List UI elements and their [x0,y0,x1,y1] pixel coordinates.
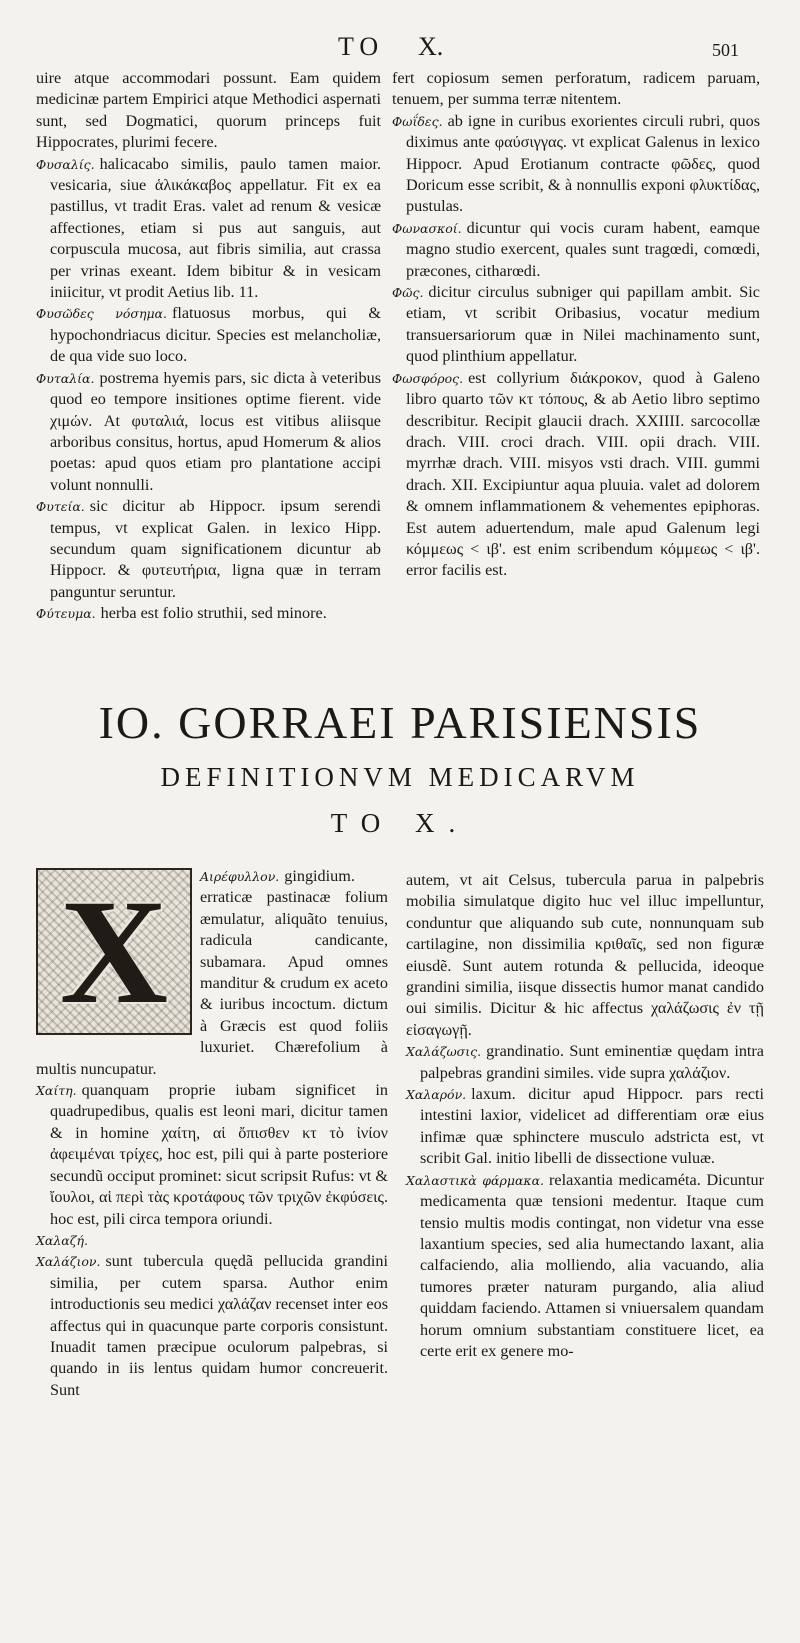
entry-physalis: Φυσαλίς. halicacabo similis, paulo tamen maior. vesicaria, siue ἁλικάκαβος appellatur. Fit ex ea pastillus, vt tradit Eras. valet ad renum & vesicæ affectiones, etiam si pus aut sanguis, aut corpuscula mucosa, aut fibris similia, aut crassa per vrinas exeant. Idem bibitur & in vesicam iniicitur, vt prodit Aetius lib. 11. [36,154,381,302]
entry-chaite: Χαίτη. quanquam proprie iubam significet in quadrupedibus, qualis est leoni mari, dicitur tamen & in homine χαίτη, αἱ ὄπισθεν κτ τὸ ἰνίον ἀφειμέναι τρίχες, hoc est, pili qui à parte posteriore secundũ occiput prominet: sicut scripsit Rufus: vt & ἴουλοι, αἱ περὶ τὰς κροτάφους τῶν τριχῶν ἐκφύσεις. hoc est, pili circa tempora oriundi. [36,1081,388,1228]
entry-continuation: fert copiosum semen perforatum, radicem paruam, tenuem, per summa terræ nitentem. [392,69,760,109]
entry-airephyllon: Αιρέφυλλον. gingidium. erraticæ pastinacæ folium æmulatur, aliquãto tenuius, radicula candicante, subamara. Apud omnes manditur & crudum ex aceto & iuribus incoctum. dictum à Græcis est quod foliis luxuriet. Chærefolium à multis nuncupatur. [36,867,388,1078]
entry-headword: Φωνασκοί. [392,220,462,236]
entry-headword: Φωΐδες. [392,113,443,129]
entry-headword: Φῶς. [392,285,424,301]
running-head [0,30,800,64]
entry-chalazosis: Χαλάζωσις. grandinatio. Sunt eminentiæ quędam intra palpebras grandini similes. vide supra χαλάζιον. [406,1042,764,1082]
entry-headword: Φυτεία. [36,499,85,515]
entry-headword: Χαλάζιον. [36,1254,101,1270]
entry-headword: Φυσαλίς. [36,156,95,172]
running-head-left: TO [338,32,385,61]
entry-chalazion: Χαλάζιον. sunt tubercula quędã pellucida grandini similia, per cutem sparsa. Author enim introductionis seu medici χαλάζαν recenset inter eos affectus qui in quacunque parte corporis consistunt. Inuadit tamen præcipue oculorum palpebras, si quando in iis lentus quidam humor concreuerit. Sunt [36,1252,388,1399]
entry-phoides: Φωΐδες. ab igne in curibus exorientes circuli rubri, quos diximus ante φαύσιγγας. vt explicat Galenus in lexico Hippocr. Apud Erotianum contracte φῶδες, quod Doricum esse scribit, & à nonnullis exponi φλυκτίδας, pustulas. [392,111,760,216]
entry-headword: Αιρέφυλλον. [200,869,280,884]
entry-continuation: uire atque accommodari possunt. Eam quidem medicinæ partem Empirici atque Methodici aspernati sunt, sed Dogmatici, quorum princeps fuit Hippocrates, plurimi fecere. [36,69,381,152]
initial-letter: X [59,868,169,1035]
entry-headword: Φύτευμα. [36,606,96,622]
section-letter-left: TO [330,808,395,838]
entry-headword: Φυσῶδες νόσημα. [36,306,167,322]
running-head-right: X. [418,32,444,61]
top-left-column [36,68,381,625]
section-letter-heading [0,808,800,839]
section-title: IO. GORRAEI PARISIENSIS [98,697,702,748]
section-subtitle: DEFINITIONVM MEDICARVM [160,762,640,792]
entry-headword: Χαλαστικὰ φάρμακα. [406,1172,545,1188]
entry-phyteuma: Φύτευμα. herba est folio struthii, sed minore. [36,604,327,623]
bottom-right-column [406,870,764,1362]
entry-headword: Χαλαρόν. [406,1087,467,1103]
entry-headword: Χαλαζή. [36,1232,88,1248]
entry-headword: Φυταλία. [36,370,95,386]
entry-headword: Φωσφόρος. [392,370,464,386]
entry-chalaze [36,1230,388,1251]
decorated-initial [36,868,192,1035]
entry-headword: Χαλάζωσις. [406,1044,482,1060]
section-letter-right: X. [415,808,470,838]
entry-continuation: autem, vt ait Celsus, tubercula parua in palpebris mobilia simulatque digito huc vel illuc impelluntur, conduntur que aliquando sub cute, nonnunquam sub cartilagine, non dissimilia κριθαῖς, sed non figuræ eiusdẽ. Sunt autem rotunda & pellucida, ideoque grandini similia, iisque dissectis humor manat candido oui similis. Dicitur & hic affectus χαλάζωσις ἐν τῇ εἰσαγωγῇ. [406,871,764,1039]
entry-phonaskoi: Φωνασκοί. dicuntur qui vocis curam habent, eamque magno studio exercent, quales sunt tragœdi, comœdi, præcones, citharœdi. [392,218,760,280]
entry-phytalia: Φυταλία. postrema hyemis pars, sic dicta à veteribus quod eo tempore insitiones optime fierent. vide χιμών. At φυταλιά, locus est vitibus aliisque arboribus consitus, hortus, apud Homerum & alios poetas: apud quos etiam pro plantatione accipi volunt nonnulli. [36,368,381,494]
entry-chalaron: Χαλαρόν. laxum. dicitur apud Hippocr. pars recti intestini laxior, videlicet ad differentiam oræ eius infimæ quæ sphinctere musculo adstricta est, vt scribit Gal. initio libelli de dissectione vuluæ. [406,1085,764,1168]
entry-headword: Χαίτη. [36,1083,77,1099]
top-right-column [392,68,760,582]
entry-phos: Φῶς. dicitur circulus subniger qui papillam ambit. Sic etiam, vt scribit Oribasius, vocatur medium transuersariorum quæ in Nilei machinamento sunt, quod plinthium appellatur. [392,283,760,366]
entry-phosphoros: Φωσφόρος. est collyrium διάκροκον, quod à Galeno libro quarto τῶν κτ τόπους, & ab Aetio libro septimo describitur. Recipit glaucii drach. XXIIII. sarcocollæ drach. VIII. croci drach. VIII. opii drach. VIII. myrrhæ drach. VIII. misyos vsti drach. VIII. gummi drach. XII. Excipiuntur aqua pluuia. valet ad dolorem & omnem inflammationem & vehementes epiphoras. Est autem aduertendum, male apud Galenum legi κόμμεως < ιβ'. est enim scribendum κόμμεως < ιβ'. error facilis est. [392,368,760,580]
page-number: 501 [712,40,739,60]
entry-chalastika: Χαλαστικὰ φάρμακα. relaxantia medicaméta. Dicuntur medicamenta quæ tensioni medentur. Itaque cum tensio multis modis contingat, non videtur vna esse laxantium species, sed alia humectando laxant, alia calfaciendo, alia molliendo, alia vacuando, alia tumores præter naturam purgando, alia aliud quiddam faciendo. Attamen si vniuersalem quandam horum omnium substantiam constituere licet, ea certe erit ex genere mo- [406,1170,764,1360]
entry-phyteia: Φυτεία. sic dicitur ab Hippocr. ipsum serendi tempus, vt explicat Galen. in lexico Hipp. secundum quam significationem dicuntur ab Hippocr. & φυτευτήρια, ligna quæ in terram panguntur seruntur. [36,497,381,601]
bottom-left-column [36,866,388,1401]
entry-physodes: Φυσῶδες νόσημα. flatuosus morbus, qui & hypochondriacus dicitur. Species est melancholiæ, de qua vide suo loco. [36,304,381,366]
